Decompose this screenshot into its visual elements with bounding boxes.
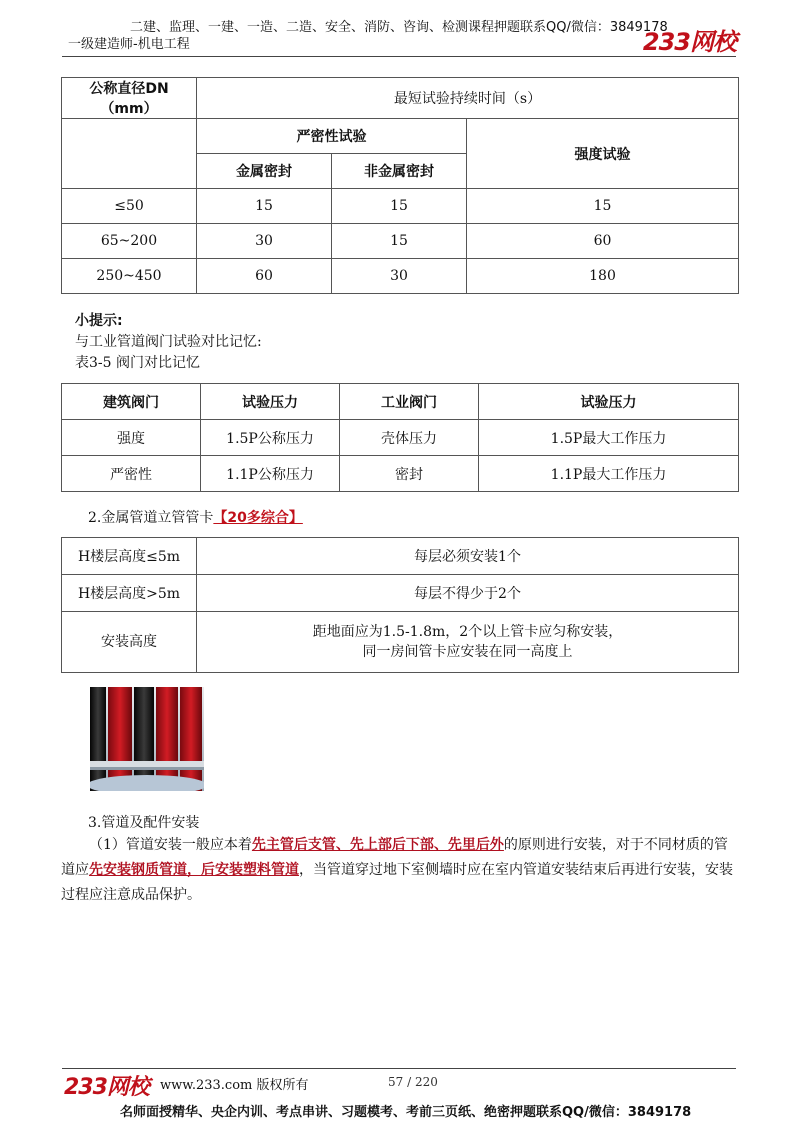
section-3-paragraph xyxy=(61,833,741,908)
table-row xyxy=(62,259,739,294)
footer-site: www.233.com 版权所有 xyxy=(160,1078,309,1093)
table-caption: 表3-5 阀门对比记忆 xyxy=(75,355,200,371)
cell-strength: 180 xyxy=(467,259,739,294)
valve-comparison-table xyxy=(61,383,739,492)
exam-tag: 【20多综合】 xyxy=(213,510,303,526)
table-value-cell: 每层不得少于2个 xyxy=(197,575,739,612)
table-cell: 1.5P公称压力 xyxy=(201,420,340,456)
para-text: 的原则进行安装，对于不同材质的管道应 xyxy=(61,837,728,878)
header-promo-text: 二建、监理、一建、一造、二造、安全、消防、咨询、检测课程押题联系QQ/微信：3849178 xyxy=(130,20,668,35)
table-key-cell: 安装高度 xyxy=(62,612,197,673)
header-divider xyxy=(62,56,736,57)
table-cell: 严密性 xyxy=(62,456,201,492)
header-metal-seal: 金属密封 xyxy=(197,154,332,189)
tip-title: 小提示: xyxy=(75,313,123,329)
header-building-valve: 建筑阀门 xyxy=(62,384,201,420)
para-text: ，当管道穿过地下室侧墙时应在室内管道安装结束后再进行安装，安装过程应注意成品保护。 xyxy=(61,862,733,903)
table-cell: 壳体压力 xyxy=(340,420,479,456)
header-dn: 公称直径DN（mm） xyxy=(62,78,197,119)
header-test-pressure: 试验压力 xyxy=(201,384,340,420)
empty-cell xyxy=(62,119,197,189)
table-row xyxy=(62,420,739,456)
page-number: 57 / 220 xyxy=(388,1075,438,1089)
header-subject: 一级建造师-机电工程 xyxy=(68,37,190,52)
cell-dn: 250~450 xyxy=(62,259,197,294)
header-strength: 强度试验 xyxy=(467,119,739,189)
table-value-cell: 每层必须安装1个 xyxy=(197,538,739,575)
table-row xyxy=(62,575,739,612)
para-text: （1）管道安装一般应本着 xyxy=(89,837,252,853)
cell-dn: 65~200 xyxy=(62,224,197,259)
table-cell: 强度 xyxy=(62,420,201,456)
logo-233-footer: 233网校 xyxy=(64,1075,149,1100)
value-line-2: 同一房间管卡应安装在同一高度上 xyxy=(362,644,573,660)
cell-strength: 60 xyxy=(467,224,739,259)
table-row xyxy=(62,538,739,575)
table-cell: 1.1P最大工作压力 xyxy=(479,456,739,492)
section-3-title: 3.管道及配件安装 xyxy=(88,815,200,831)
cell-strength: 15 xyxy=(467,189,739,224)
table-cell: 1.1P公称压力 xyxy=(201,456,340,492)
footer-divider xyxy=(62,1068,736,1069)
para-highlight: 先安装钢质管道，后安装塑料管道 xyxy=(89,862,299,878)
table-cell: 1.5P最大工作压力 xyxy=(479,420,739,456)
table-row xyxy=(62,224,739,259)
cell-dn: ≤50 xyxy=(62,189,197,224)
tip-text: 与工业管道阀门试验对比记忆: xyxy=(75,334,262,350)
header-test-pressure: 试验压力 xyxy=(479,384,739,420)
logo-233: 233网校 xyxy=(642,28,736,56)
header-tightness: 严密性试验 xyxy=(197,119,467,154)
cell-metal: 15 xyxy=(197,189,332,224)
table-row xyxy=(62,189,739,224)
table-row xyxy=(62,612,739,673)
pipe-clamp-photo xyxy=(90,687,204,791)
cell-nonmetal: 15 xyxy=(332,224,467,259)
pipe-clamp-photo-drawing xyxy=(90,687,204,791)
cell-metal: 30 xyxy=(197,224,332,259)
header-industrial-valve: 工业阀门 xyxy=(340,384,479,420)
header-nonmetal-seal: 非金属密封 xyxy=(332,154,467,189)
table-value-cell xyxy=(197,612,739,673)
pipe-clamp-table xyxy=(61,537,739,673)
section-2-title: 2.金属管道立管管卡 xyxy=(88,510,214,526)
table-row xyxy=(62,456,739,492)
cell-metal: 60 xyxy=(197,259,332,294)
value-line-1: 距地面应为1.5-1.8m，2个以上管卡应匀称安装， xyxy=(312,624,623,640)
header-min-duration: 最短试验持续时间（s） xyxy=(197,78,739,119)
table-key-cell: H楼层高度>5m xyxy=(62,575,197,612)
cell-nonmetal: 30 xyxy=(332,259,467,294)
valve-test-duration-table xyxy=(61,77,739,294)
para-highlight: 先主管后支管、先上部后下部、先里后外 xyxy=(251,837,504,853)
table-cell: 密封 xyxy=(340,456,479,492)
footer-promo-text: 名师面授精华、央企内训、考点串讲、习题模考、考前三页纸、绝密押题联系QQ/微信：3849178 xyxy=(120,1105,692,1120)
table-key-cell: H楼层高度≤5m xyxy=(62,538,197,575)
cell-nonmetal: 15 xyxy=(332,189,467,224)
section-2-heading xyxy=(88,507,303,527)
